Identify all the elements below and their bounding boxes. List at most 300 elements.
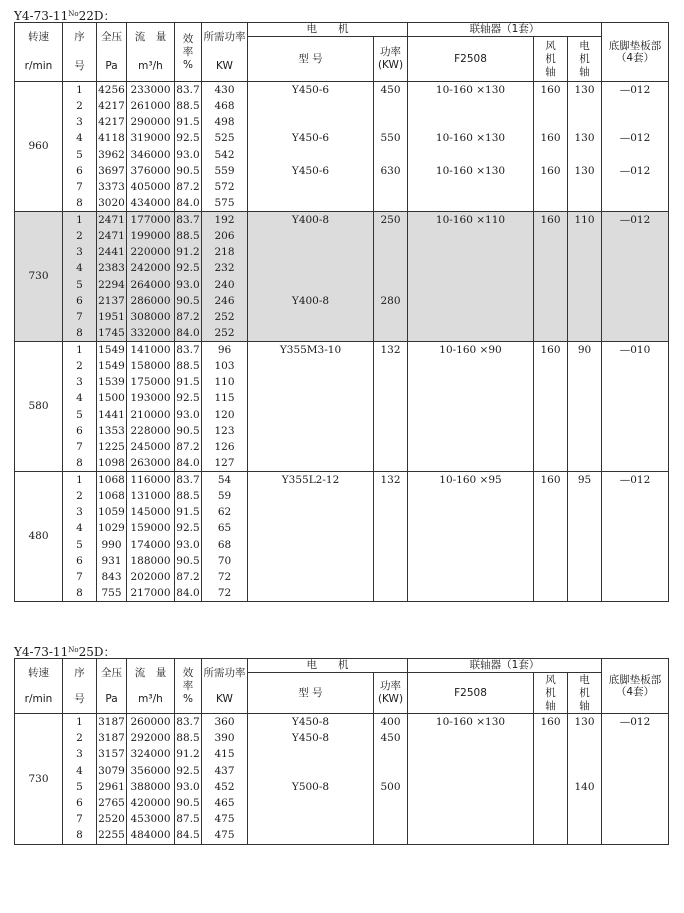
cell-line bbox=[534, 244, 567, 260]
cell-line: 990 bbox=[101, 538, 122, 551]
cell-line bbox=[602, 98, 668, 114]
cell-line: 286000 bbox=[130, 294, 171, 307]
efficiency-cell bbox=[175, 472, 202, 602]
cell-line bbox=[568, 325, 601, 341]
speed-cell: 580 bbox=[15, 342, 63, 472]
cell-line bbox=[602, 195, 668, 211]
cell-line bbox=[568, 730, 601, 746]
cell-line bbox=[568, 244, 601, 260]
pressure-cell bbox=[97, 82, 127, 212]
cell-line bbox=[568, 179, 601, 195]
cell-line: 83.7 bbox=[176, 344, 200, 357]
motor-power-cell bbox=[374, 82, 408, 212]
cell-line bbox=[408, 488, 533, 504]
cell-line bbox=[602, 325, 668, 341]
cell-line: 498 bbox=[214, 116, 235, 129]
cell-line: 2 bbox=[76, 490, 83, 503]
cell-line: 140 bbox=[574, 780, 595, 793]
cell-line: 420000 bbox=[130, 796, 171, 809]
base-plate-cell bbox=[602, 342, 669, 472]
cell-line: 130 bbox=[574, 132, 595, 145]
header-motor-model: 型 号 bbox=[248, 37, 374, 82]
cell-line: Y450-6 bbox=[291, 164, 330, 177]
pressure-cell bbox=[97, 472, 127, 602]
cell-line bbox=[248, 746, 373, 762]
cell-line bbox=[374, 585, 407, 601]
cell-line: 250 bbox=[380, 214, 401, 227]
cell-line bbox=[602, 585, 668, 601]
motor-power-cell bbox=[374, 714, 408, 845]
pressure-cell bbox=[97, 212, 127, 342]
speed-cell: 960 bbox=[15, 82, 63, 212]
cell-line: 141000 bbox=[130, 344, 171, 357]
seq-cell bbox=[63, 212, 97, 342]
cell-line bbox=[602, 730, 668, 746]
cell-line bbox=[408, 827, 533, 843]
cell-line: 3 bbox=[76, 748, 83, 761]
cell-line: 160 bbox=[540, 164, 561, 177]
cell-line bbox=[408, 553, 533, 569]
cell-line bbox=[248, 827, 373, 843]
cell-line: 264000 bbox=[130, 278, 171, 291]
cell-line: 4217 bbox=[98, 100, 125, 113]
cell-line: 217000 bbox=[130, 586, 171, 599]
cell-line: Y355L2-12 bbox=[281, 474, 340, 487]
cell-line: 160 bbox=[540, 344, 561, 357]
cell-line: 10-160 ×95 bbox=[439, 474, 502, 487]
cell-line: 88.5 bbox=[176, 360, 200, 373]
cell-line: 70 bbox=[217, 554, 232, 567]
cell-line: 160 bbox=[540, 716, 561, 728]
cell-line bbox=[568, 763, 601, 779]
cell-line bbox=[374, 763, 407, 779]
cell-line bbox=[568, 520, 601, 536]
header-coupling-model: F2508 bbox=[408, 37, 534, 82]
cell-line bbox=[374, 195, 407, 211]
cell-line: 252 bbox=[214, 326, 235, 339]
seq-cell bbox=[63, 82, 97, 212]
efficiency-cell bbox=[175, 342, 202, 472]
cell-line: —012 bbox=[619, 716, 651, 728]
cell-line: Y500-8 bbox=[291, 780, 330, 793]
cell-line bbox=[568, 407, 601, 423]
cell-line: 475 bbox=[214, 829, 235, 842]
cell-line: 10-160 ×130 bbox=[435, 716, 506, 728]
cell-line bbox=[568, 423, 601, 439]
cell-line: 87.2 bbox=[176, 570, 200, 583]
cell-line bbox=[408, 195, 533, 211]
cell-line bbox=[408, 455, 533, 471]
cell-line: 145000 bbox=[130, 506, 171, 519]
cell-line bbox=[568, 569, 601, 585]
cell-line: 415 bbox=[214, 748, 235, 761]
cell-line bbox=[602, 763, 668, 779]
power-cell bbox=[202, 212, 248, 342]
cell-line bbox=[602, 439, 668, 455]
cell-line: 160 bbox=[540, 84, 561, 97]
cell-line: 91.5 bbox=[176, 376, 200, 389]
cell-line bbox=[248, 455, 373, 471]
cell-line bbox=[568, 293, 601, 309]
header-coupling: 联轴器（1套） bbox=[408, 659, 602, 673]
cell-line: 475 bbox=[214, 813, 235, 826]
cell-line bbox=[602, 179, 668, 195]
cell-line bbox=[534, 179, 567, 195]
cell-line bbox=[248, 423, 373, 439]
cell-line: 84.5 bbox=[176, 829, 200, 842]
cell-line: 1 bbox=[76, 84, 83, 97]
cell-line bbox=[568, 537, 601, 553]
cell-line: 252 bbox=[214, 310, 235, 323]
seq-cell bbox=[63, 714, 97, 845]
cell-line: 1225 bbox=[98, 440, 125, 453]
header-flow: 流 量 m³/h bbox=[127, 23, 175, 82]
cell-line bbox=[534, 795, 567, 811]
cell-line: 91.5 bbox=[176, 506, 200, 519]
fan-shaft-cell bbox=[534, 472, 568, 602]
cell-line: 4 bbox=[76, 262, 83, 275]
cell-line bbox=[602, 423, 668, 439]
cell-line: 437 bbox=[214, 764, 235, 777]
cell-line: 210000 bbox=[130, 408, 171, 421]
cell-line: 90.5 bbox=[176, 424, 200, 437]
cell-line bbox=[534, 827, 567, 843]
cell-line: 65 bbox=[217, 522, 232, 535]
cell-line bbox=[534, 763, 567, 779]
cell-line: 572 bbox=[214, 180, 235, 193]
cell-line bbox=[374, 537, 407, 553]
cell-line bbox=[248, 520, 373, 536]
cell-line: 324000 bbox=[130, 748, 171, 761]
cell-line: 84.0 bbox=[176, 326, 200, 339]
cell-line bbox=[602, 455, 668, 471]
cell-line bbox=[374, 407, 407, 423]
cell-line: 263000 bbox=[130, 456, 171, 469]
cell-line: 8 bbox=[76, 326, 83, 339]
cell-line: 3 bbox=[76, 116, 83, 129]
coupling-cell bbox=[408, 714, 534, 845]
title-size: 25D： bbox=[78, 645, 116, 659]
header-motor: 电 机 bbox=[248, 659, 408, 673]
cell-line: 450 bbox=[380, 732, 401, 745]
cell-line: 228000 bbox=[130, 424, 171, 437]
cell-line: 484000 bbox=[130, 829, 171, 842]
header-pressure: 全压 Pa bbox=[97, 23, 127, 82]
header-fan-shaft: 风 机 轴 bbox=[534, 673, 568, 714]
cell-line: 90.5 bbox=[176, 554, 200, 567]
cell-line: 93.0 bbox=[176, 780, 200, 793]
cell-line: 500 bbox=[380, 780, 401, 793]
motor-power-cell bbox=[374, 212, 408, 342]
cell-line: 116000 bbox=[130, 474, 171, 487]
cell-line: 92.5 bbox=[176, 132, 200, 145]
cell-line bbox=[408, 569, 533, 585]
speed-group-row bbox=[15, 342, 669, 472]
header-coupling: 联轴器（1套） bbox=[408, 23, 602, 37]
cell-line: 10-160 ×130 bbox=[435, 132, 506, 145]
cell-line bbox=[568, 439, 601, 455]
cell-line bbox=[534, 195, 567, 211]
cell-line bbox=[408, 277, 533, 293]
cell-line: 755 bbox=[101, 586, 122, 599]
cell-line: 88.5 bbox=[176, 732, 200, 745]
base-plate-cell bbox=[602, 82, 669, 212]
cell-line: 132 bbox=[380, 474, 401, 487]
cell-line bbox=[374, 827, 407, 843]
cell-line: 5 bbox=[76, 538, 83, 551]
flow-cell bbox=[127, 472, 175, 602]
cell-line bbox=[602, 537, 668, 553]
cell-line: 130 bbox=[574, 716, 595, 728]
cell-line bbox=[534, 98, 567, 114]
cell-line: 10-160 ×90 bbox=[439, 344, 502, 357]
cell-line bbox=[602, 811, 668, 827]
cell-line bbox=[408, 374, 533, 390]
cell-line: 88.5 bbox=[176, 230, 200, 243]
cell-line: 59 bbox=[217, 490, 232, 503]
cell-line bbox=[408, 325, 533, 341]
cell-line bbox=[568, 827, 601, 843]
motor-model-cell bbox=[248, 82, 374, 212]
cell-line bbox=[374, 390, 407, 406]
header-motor-shaft: 电 机 轴 bbox=[568, 37, 602, 82]
cell-line bbox=[374, 244, 407, 260]
coupling-cell bbox=[408, 472, 534, 602]
speed-cell: 730 bbox=[15, 212, 63, 342]
header-base-plate: 底脚垫板部（4套） bbox=[602, 659, 669, 714]
motor-shaft-cell bbox=[568, 714, 602, 845]
cell-line bbox=[248, 374, 373, 390]
cell-line: 83.7 bbox=[176, 84, 200, 97]
cell-line bbox=[602, 779, 668, 795]
cell-line: 3187 bbox=[98, 732, 125, 745]
cell-line bbox=[602, 277, 668, 293]
cell-line: 126 bbox=[214, 440, 235, 453]
cell-line: 92.5 bbox=[176, 764, 200, 777]
base-plate-cell bbox=[602, 212, 669, 342]
cell-line: 346000 bbox=[130, 148, 171, 161]
cell-line: 319000 bbox=[130, 132, 171, 145]
cell-line: 232 bbox=[214, 262, 235, 275]
cell-line: 356000 bbox=[130, 764, 171, 777]
cell-line bbox=[568, 309, 601, 325]
cell-line bbox=[374, 746, 407, 762]
cell-line: 127 bbox=[214, 456, 235, 469]
cell-line: 90.5 bbox=[176, 164, 200, 177]
cell-line: 8 bbox=[76, 829, 83, 842]
power-cell bbox=[202, 714, 248, 845]
cell-line bbox=[602, 520, 668, 536]
cell-line: 465 bbox=[214, 796, 235, 809]
header-efficiency: 效 率 % bbox=[175, 23, 202, 82]
cell-line bbox=[534, 325, 567, 341]
cell-line bbox=[248, 439, 373, 455]
cell-line: 8 bbox=[76, 456, 83, 469]
cell-line bbox=[248, 228, 373, 244]
header-speed: 转速 r/min bbox=[15, 23, 63, 82]
cell-line: 72 bbox=[217, 586, 232, 599]
cell-line bbox=[408, 293, 533, 309]
cell-line: 84.0 bbox=[176, 456, 200, 469]
cell-line bbox=[602, 309, 668, 325]
cell-line bbox=[408, 795, 533, 811]
cell-line bbox=[534, 309, 567, 325]
cell-line: 160 bbox=[540, 474, 561, 487]
base-plate-cell bbox=[602, 714, 669, 845]
cell-line: 308000 bbox=[130, 310, 171, 323]
cell-line bbox=[408, 763, 533, 779]
cell-line bbox=[248, 147, 373, 163]
cell-line bbox=[248, 277, 373, 293]
cell-line: 130 bbox=[574, 84, 595, 97]
cell-line: 84.0 bbox=[176, 586, 200, 599]
cell-line: 290000 bbox=[130, 116, 171, 129]
cell-line bbox=[602, 795, 668, 811]
cell-line bbox=[248, 537, 373, 553]
cell-line: 1951 bbox=[98, 310, 125, 323]
cell-line: 7 bbox=[76, 570, 83, 583]
cell-line bbox=[408, 811, 533, 827]
cell-line bbox=[374, 520, 407, 536]
cell-line bbox=[534, 407, 567, 423]
cell-line: 2520 bbox=[98, 813, 125, 826]
cell-line: 91.5 bbox=[176, 116, 200, 129]
motor-model-cell bbox=[248, 714, 374, 845]
base-plate-cell bbox=[602, 472, 669, 602]
motor-shaft-cell bbox=[568, 342, 602, 472]
title-size: 22D： bbox=[78, 9, 116, 23]
cell-line: 87.2 bbox=[176, 180, 200, 193]
cell-line: 360 bbox=[214, 716, 235, 728]
cell-line bbox=[568, 114, 601, 130]
cell-line bbox=[248, 488, 373, 504]
header-seq: 序 号 bbox=[63, 23, 97, 82]
cell-line bbox=[408, 358, 533, 374]
cell-line bbox=[248, 244, 373, 260]
cell-line: 6 bbox=[76, 294, 83, 307]
cell-line bbox=[568, 488, 601, 504]
cell-line bbox=[602, 569, 668, 585]
cell-line bbox=[534, 374, 567, 390]
cell-line bbox=[534, 585, 567, 601]
cell-line bbox=[534, 455, 567, 471]
cell-line bbox=[534, 504, 567, 520]
cell-line: 10-160 ×110 bbox=[435, 214, 506, 227]
cell-line: 87.2 bbox=[176, 310, 200, 323]
cell-line: 72 bbox=[217, 570, 232, 583]
cell-line: 233000 bbox=[130, 84, 171, 97]
cell-line bbox=[602, 827, 668, 843]
cell-line: 2 bbox=[76, 360, 83, 373]
cell-line: 2441 bbox=[98, 246, 125, 259]
cell-line bbox=[602, 553, 668, 569]
cell-line: 245000 bbox=[130, 440, 171, 453]
cell-line bbox=[374, 488, 407, 504]
cell-line: 931 bbox=[101, 554, 122, 567]
cell-line bbox=[568, 147, 601, 163]
cell-line: 2137 bbox=[98, 294, 125, 307]
cell-line: —012 bbox=[619, 132, 651, 145]
cell-line: 177000 bbox=[130, 214, 171, 227]
cell-line: 4 bbox=[76, 764, 83, 777]
flow-cell bbox=[127, 212, 175, 342]
cell-line bbox=[374, 277, 407, 293]
cell-line: 2294 bbox=[98, 278, 125, 291]
cell-line bbox=[534, 114, 567, 130]
cell-line: 1098 bbox=[98, 456, 125, 469]
cell-line: Y450-6 bbox=[291, 84, 330, 97]
cell-line: 332000 bbox=[130, 326, 171, 339]
cell-line: 54 bbox=[217, 474, 232, 487]
cell-line bbox=[374, 455, 407, 471]
cell-line: Y400-8 bbox=[291, 214, 330, 227]
cell-line: 1500 bbox=[98, 392, 125, 405]
cell-line: 4118 bbox=[98, 132, 125, 145]
fan-spec-table bbox=[14, 22, 669, 602]
cell-line: 174000 bbox=[130, 538, 171, 551]
header-power-required: 所需功率 KW bbox=[202, 659, 248, 714]
cell-line bbox=[374, 98, 407, 114]
cell-line: 2383 bbox=[98, 262, 125, 275]
motor-power-cell bbox=[374, 472, 408, 602]
cell-line bbox=[248, 795, 373, 811]
cell-line bbox=[408, 228, 533, 244]
cell-line: 843 bbox=[101, 570, 122, 583]
motor-model-cell bbox=[248, 212, 374, 342]
cell-line bbox=[568, 553, 601, 569]
cell-line bbox=[248, 358, 373, 374]
cell-line bbox=[602, 390, 668, 406]
speed-group-row bbox=[15, 212, 669, 342]
cell-line: Y355M3-10 bbox=[279, 344, 342, 357]
cell-line: 3 bbox=[76, 376, 83, 389]
cell-line bbox=[568, 811, 601, 827]
cell-line bbox=[408, 537, 533, 553]
fan-spec-table bbox=[14, 658, 669, 845]
cell-line: 1 bbox=[76, 214, 83, 227]
cell-line: 92.5 bbox=[176, 522, 200, 535]
cell-line: 6 bbox=[76, 164, 83, 177]
cell-line: 62 bbox=[217, 506, 232, 519]
cell-line: 3079 bbox=[98, 764, 125, 777]
cell-line: 1549 bbox=[98, 344, 125, 357]
cell-line bbox=[568, 358, 601, 374]
cell-line bbox=[374, 309, 407, 325]
cell-line: 8 bbox=[76, 586, 83, 599]
cell-line: Y400-8 bbox=[291, 294, 330, 307]
cell-line: 3020 bbox=[98, 196, 125, 209]
header-motor-model: 型 号 bbox=[248, 673, 374, 714]
cell-line bbox=[374, 228, 407, 244]
header-motor-shaft: 电 机 轴 bbox=[568, 673, 602, 714]
cell-line bbox=[534, 228, 567, 244]
cell-line bbox=[248, 260, 373, 276]
cell-line bbox=[248, 407, 373, 423]
cell-line: 103 bbox=[214, 360, 235, 373]
cell-line: 193000 bbox=[130, 392, 171, 405]
cell-line: 3697 bbox=[98, 164, 125, 177]
cell-line: 5 bbox=[76, 278, 83, 291]
fan-shaft-cell bbox=[534, 212, 568, 342]
cell-line: 1549 bbox=[98, 360, 125, 373]
cell-line bbox=[534, 553, 567, 569]
table-title bbox=[14, 6, 668, 22]
cell-line: 2961 bbox=[98, 780, 125, 793]
cell-line: 8 bbox=[76, 196, 83, 209]
title-no-mark: No bbox=[68, 10, 79, 18]
cell-line: 6 bbox=[76, 424, 83, 437]
cell-line: —012 bbox=[619, 164, 651, 177]
